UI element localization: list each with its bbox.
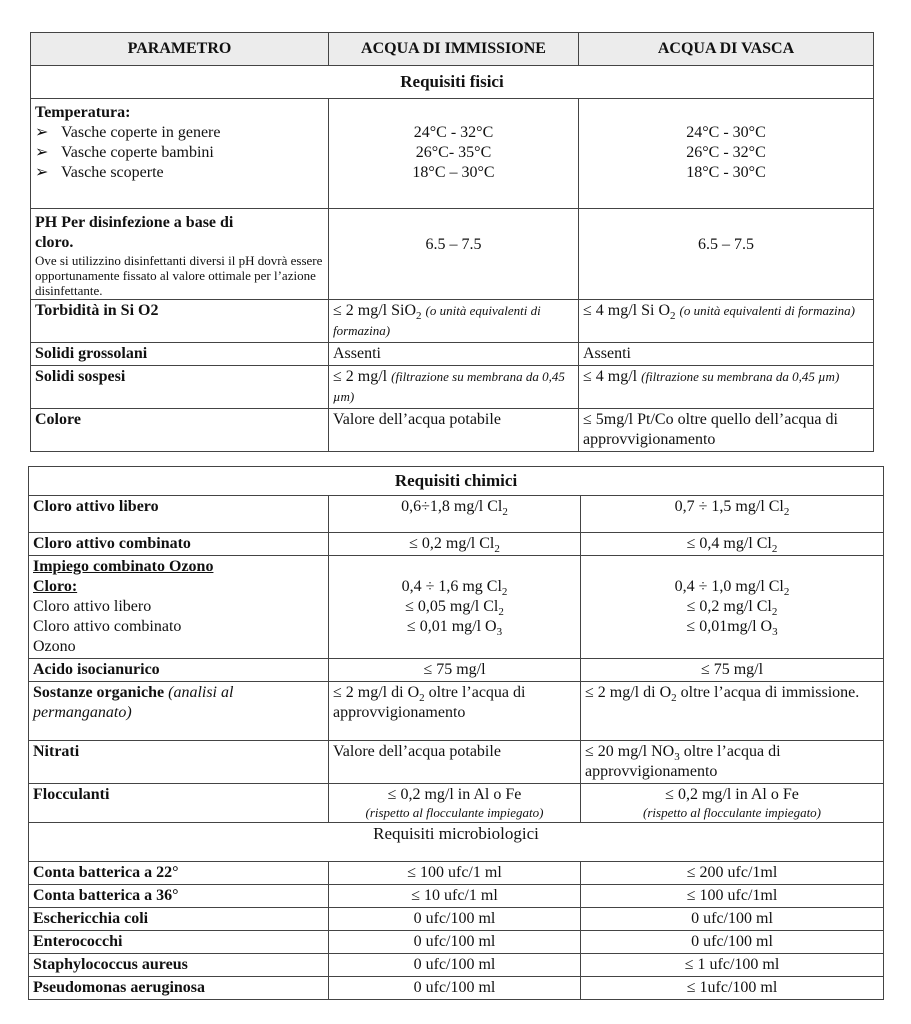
table-row-cloro-combinato: Cloro attivo combinato ≤ 0,2 mg/l $Cl_2$ ≤ 0,4 mg/l $Cl_2$ — [29, 533, 884, 556]
table-row: Conta batterica a 22° ≤ 100 ufc/1 ml ≤ 200 ufc/1ml — [29, 862, 884, 885]
table-row-cloro-libero: Cloro attivo libero 0,6÷1,8 mg/l $Cl_2$ 0,7 ÷ 1,5 mg/l $Cl_2$ — [29, 496, 884, 533]
table-row-temperatura — [31, 99, 874, 209]
table-row-isocianurico: Acido isocianurico ≤ 75 mg/l ≤ 75 mg/l — [29, 659, 884, 682]
ph-vasca-value: 6.5 – 7.5 — [579, 209, 874, 300]
table-row: Pseudomonas aeruginosa 0 ufc/100 ml ≤ 1ufc/100 ml — [29, 977, 884, 1000]
temp-imm-value: 26°C- 35°C — [415, 144, 492, 161]
ph-note: Ove si utilizzino disinfettanti diversi il pH dovrà essere opportunamente fissato al valore ottimale per l’azione disinfettante. — [35, 253, 323, 298]
header-acqua-vasca: ACQUA DI VASCA — [579, 33, 874, 66]
arrow-bullet-icon: ➢ — [35, 164, 49, 181]
header-acqua-immissione: ACQUA DI IMMISSIONE — [329, 33, 579, 66]
list-item: ➢ Vasche coperte in genere — [35, 124, 221, 141]
table-row-flocculanti: Flocculanti ≤ 0,2 mg/l in Al o Fe (rispetto al flocculante impiegato) ≤ 0,2 mg/l in Al o Fe (rispetto al flocculante impiegato) — [29, 784, 884, 823]
table-row-grossolani: Solidi grossolani Assenti Assenti — [31, 343, 874, 366]
arrow-bullet-icon: ➢ — [35, 124, 49, 141]
ph-label: PH Per disinfezione a base di — [35, 214, 234, 231]
table-row: Eschericchia coli 0 ufc/100 ml 0 ufc/100 ml — [29, 908, 884, 931]
temp-imm-value: 24°C - 32°C — [413, 124, 494, 141]
temp-vasca-value: 26°C - 32°C — [686, 144, 766, 161]
header-parametro: PARAMETRO — [31, 33, 329, 66]
temp-imm-value: 18°C – 30°C — [412, 164, 495, 181]
ph-imm-value: 6.5 – 7.5 — [329, 209, 579, 300]
table-row: Staphylococcus aureus 0 ufc/100 ml ≤ 1 ufc/100 ml — [29, 954, 884, 977]
table-row-ph: PH Per disinfezione a base di cloro. Ove si utilizzino disinfettanti diversi il pH dovrà essere opportunamente fissato al valore ottimale per l’azione disinfettante. 6.5 – 7.5 6.5 – 7.5 — [31, 209, 874, 300]
list-item: ➢ Vasche coperte bambini — [35, 144, 214, 161]
temperatura-label: Temperatura: — [35, 104, 131, 121]
list-item: ➢ Vasche scoperte — [35, 164, 164, 181]
table-row-torbidita: Torbidità in Si O2 ≤ 2 mg/l SiO$_2$ (o unità equivalenti di formazina) ≤ 4 mg/l Si $O_2$ (o unità equivalenti di formazina) — [31, 300, 874, 343]
table-row: Conta batterica a 36° ≤ 10 ufc/1 ml ≤ 100 ufc/1ml — [29, 885, 884, 908]
temp-vasca-value: 18°C - 30°C — [686, 164, 766, 181]
table-row-nitrati: Nitrati Valore dell’acqua potabile ≤ 20 mg/l $NO_3$ oltre l’acqua di approvvigionamento — [29, 741, 884, 784]
table-row-ozono: Impiego combinato Ozono Cloro: Cloro attivo libero Cloro attivo combinato Ozono 0,4 ÷ 1,6 mg $Cl_2$ ≤ 0,05 mg/l $Cl_2$ ≤ 0,01 mg/l $O_3$ 0,4 ÷ 1,0 mg/l $Cl_2$ ≤ 0,2 mg/l $Cl_2$ ≤ 0,01mg/l $O_3$ — [29, 556, 884, 659]
temp-vasca-value: 24°C - 30°C — [686, 124, 766, 141]
chemical-requirements-table — [28, 466, 884, 1000]
arrow-bullet-icon: ➢ — [35, 144, 49, 161]
table-row-sospesi: Solidi sospesi ≤ 2 mg/l (filtrazione su membrana da 0,45 µm) ≤ 4 mg/l (filtrazione su membrana da 0,45 µm) — [31, 366, 874, 409]
section-title-microbiologici: Requisiti microbiologici — [29, 823, 884, 862]
table-row-organiche: Sostanze organiche (analisi al permanganato) ≤ 2 mg/l di $O_2$ oltre l’acqua di approvvigionamento ≤ 2 mg/l di $O_2$ oltre l’acqua di immissione. — [29, 682, 884, 741]
section-title-chimici: Requisiti chimici — [29, 467, 884, 496]
physical-requirements-table — [30, 32, 874, 452]
section-title-fisici: Requisiti fisici — [31, 66, 874, 99]
table-row: Enterococchi 0 ufc/100 ml 0 ufc/100 ml — [29, 931, 884, 954]
torbidita-label: Torbidità in Si O2 — [31, 300, 329, 343]
table-row-colore: Colore Valore dell’acqua potabile ≤ 5mg/l Pt/Co oltre quello dell’acqua di approvvigionamento — [31, 409, 874, 452]
